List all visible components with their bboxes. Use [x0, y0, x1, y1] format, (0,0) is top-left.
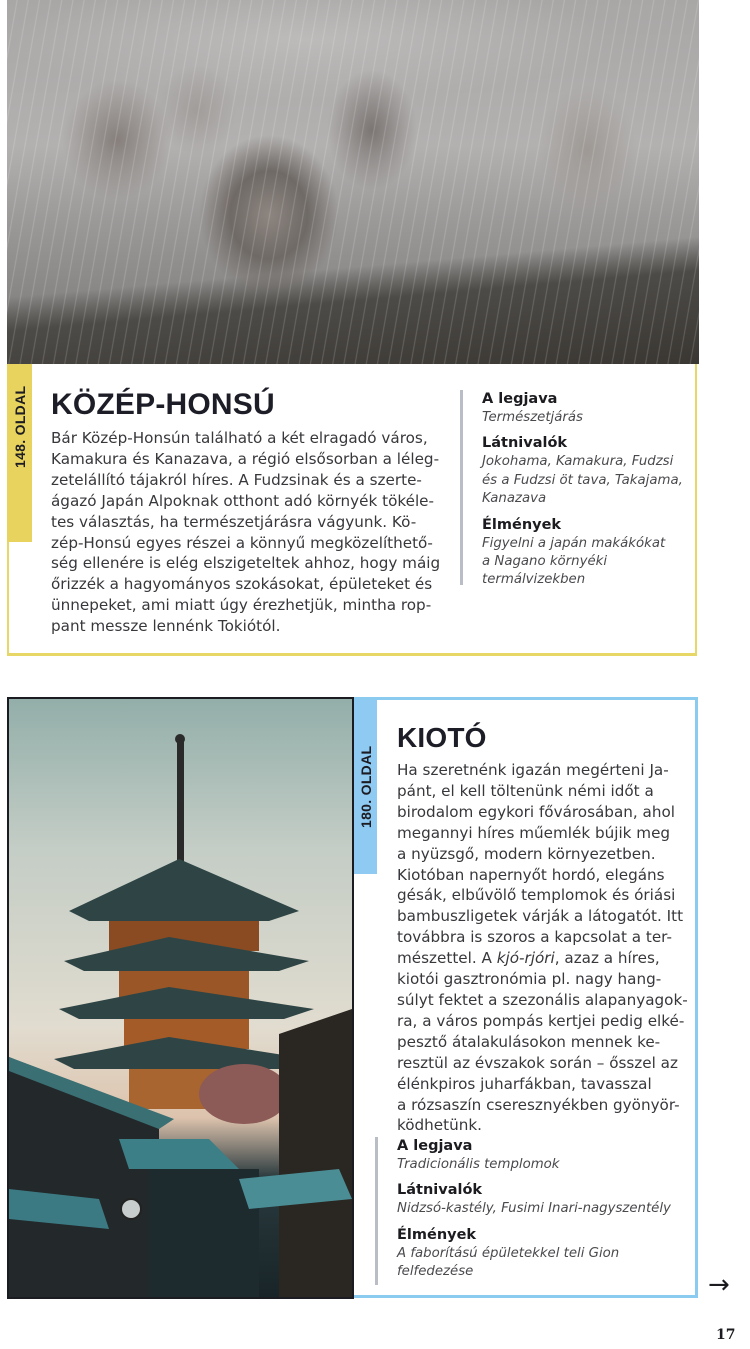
highlight-value	[482, 409, 683, 427]
rain-overlay	[7, 0, 699, 364]
body-line: őrizzék a hagyományos szokásokat, épületeket és	[51, 575, 433, 594]
body-line: kiotói gasztronómia pl. nagy hang-	[397, 970, 662, 989]
page-number: 17	[716, 1327, 736, 1343]
body-line: ködhetünk.	[397, 1116, 482, 1135]
snow-monkeys-photo	[7, 0, 699, 364]
body-line: pant messze lennénk Tokiótól.	[51, 617, 281, 636]
body-line: resztül az évszakok során – ősszel az	[397, 1053, 678, 1072]
highlight-line: felfedezése	[397, 1264, 474, 1280]
kozep-honsu-highlights	[460, 390, 683, 588]
body-line: Kamakura és Kanazava, a régió elsősorban a léleg-	[51, 449, 440, 468]
page-ref-label: 148. OLDAL	[12, 385, 28, 468]
body-line: megannyi híres műemlék bújik meg	[397, 823, 671, 842]
body-line: ünnepeket, ami miatt úgy érezhetjük, mintha rop-	[51, 596, 432, 615]
highlight-heading: Látnivalók	[482, 435, 568, 452]
body-line: élénkpiros juharfákban, tavasszal	[397, 1074, 652, 1093]
body-line: pánt, el kell töltenünk némi időt a	[397, 781, 654, 800]
body-line: tes választás, ha természetjárásra vágyunk. Kö-	[51, 512, 417, 531]
body-line: birodalom egykori fővárosában, ahol	[397, 802, 675, 821]
body-line: gésák, elbűvölő templomok és óriási	[397, 886, 676, 905]
body-line: ágazó Japán Alpoknak otthont adó környék tökéle-	[51, 491, 435, 510]
highlight-heading: A legjava	[482, 391, 558, 407]
highlight-line: Nidzsó-kastély, Fusimi Inari-nagyszentély	[397, 1201, 671, 1217]
italic-term: kjó-rjóri	[496, 949, 555, 968]
page-ref-tab-180[interactable]	[354, 700, 377, 874]
highlight-heading: Élmények	[397, 1226, 477, 1243]
highlight-line: és a Fudzsi öt tava, Takajama,	[482, 472, 683, 488]
body-line: súlyt fektet a szezonális alapanyagok-	[397, 990, 688, 1009]
highlight-line: Természetjárás	[482, 410, 583, 425]
highlight-line: Kanazava	[482, 491, 547, 507]
kozep-honsu-body	[51, 428, 440, 637]
highlight-line: Figyelni a japán makákókat	[482, 535, 666, 551]
next-page-arrow-icon[interactable]: →	[708, 1270, 730, 1300]
kioto-highlights	[375, 1137, 671, 1285]
body-line: zetelállító tájakról híres. A Fudzsinak és a szerte-	[51, 470, 422, 489]
body-line: ség ellenére is elég elszigeteltek ahhoz, hogy máig	[51, 554, 441, 573]
body-line: a rózsaszín cseresznyékben gyönyör-	[397, 1095, 680, 1114]
highlight-line: Tradicionális templomok	[397, 1157, 560, 1172]
body-line: zép-Honsú egyes részei a könnyű megközelíthető-	[51, 533, 433, 552]
highlight-heading: Élmények	[482, 516, 562, 533]
body-line: Ha szeretnénk igazán megérteni Ja-	[397, 761, 669, 779]
highlight-value	[397, 1200, 671, 1218]
highlight-heading: A legjava	[397, 1138, 473, 1154]
page-ref-tab-148[interactable]	[7, 364, 32, 542]
body-line: mészettel. A kjó-rjóri, azaz a híres,	[397, 949, 660, 968]
kyoto-pagoda-photo	[7, 697, 354, 1299]
page-ref-label: 180. OLDAL	[358, 745, 374, 828]
body-line: a nyüzsgő, modern környezetben.	[397, 844, 656, 863]
highlight-value	[397, 1156, 671, 1174]
highlight-line: termálvizekben	[482, 572, 586, 588]
body-line: ra, a város pompás kertjei pedig elké-	[397, 1011, 685, 1030]
body-line: Bár Közép-Honsún található a két elragadó város,	[51, 429, 428, 447]
section-title-kozep-honsu: KÖZÉP-HONSÚ	[51, 388, 275, 421]
highlight-value	[397, 1245, 671, 1282]
body-line: bambuszligetek várják a látogatót. Itt	[397, 907, 684, 926]
kioto-body	[397, 760, 688, 1136]
highlight-line: Jokohama, Kamakura, Fudzsi	[482, 454, 674, 470]
pagoda-illustration	[9, 699, 352, 1297]
highlight-heading: Látnivalók	[397, 1182, 483, 1199]
body-line: pesztő átalakulásokon mennek ke-	[397, 1032, 661, 1051]
highlight-line: a Nagano környéki	[482, 554, 608, 570]
highlight-value	[482, 535, 683, 590]
body-line: továbbra is szoros a kapcsolat a ter-	[397, 928, 672, 947]
highlight-value	[482, 453, 683, 508]
highlight-line: A faborítású épületekkel teli Gion	[397, 1245, 620, 1261]
section-title-kioto: KIOTÓ	[397, 722, 487, 753]
body-line: Kiotóban napernyőt hordó, elegáns	[397, 865, 665, 884]
